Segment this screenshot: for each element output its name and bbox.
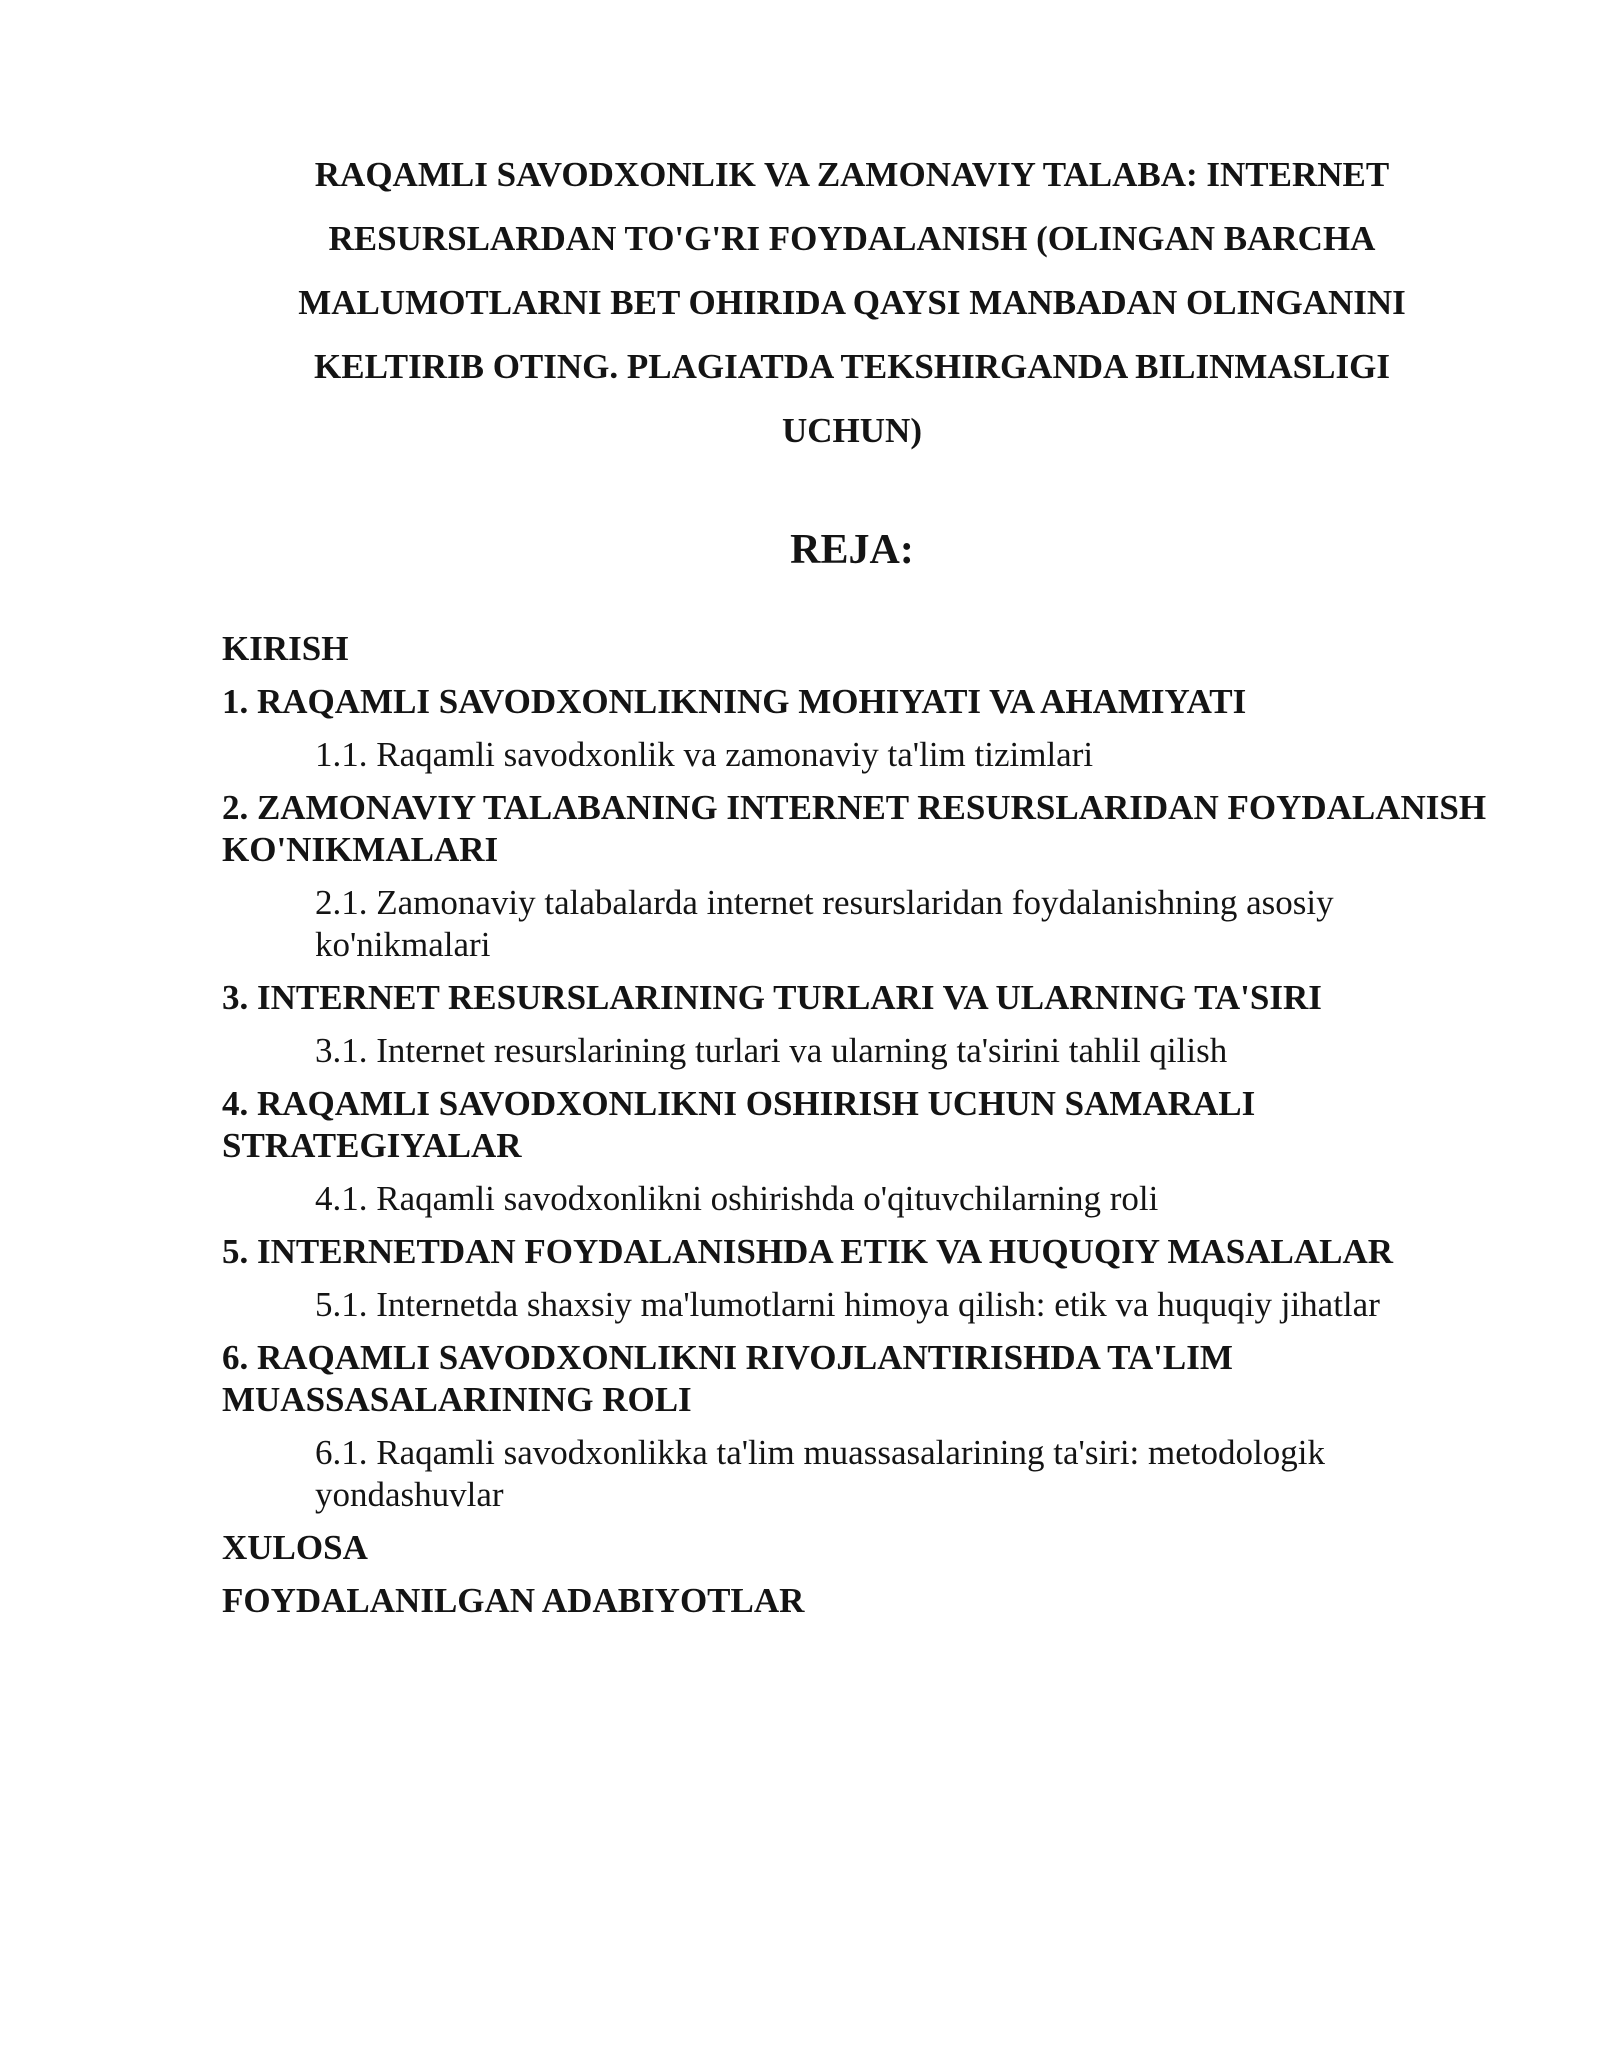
section-1-subitem: 1.1. Raqamli savodxonlik va zamonaviy ta'lim tizimlari (315, 735, 1094, 774)
section-4-subitem: 4.1. Raqamli savodxonlikni oshirishda o'qituvchilarning roli (315, 1179, 1159, 1218)
section-6-heading: 6. RAQAMLI SAVODXONLIKNI RIVOJLANTIRISHDA TA'LIM MUASSASALARINING ROLI (222, 1338, 1233, 1419)
section-2-heading: 2. ZAMONAVIY TALABANING INTERNET RESURSLARIDAN FOYDALANISH KO'NIKMALARI (222, 788, 1487, 869)
section-3-subitem: 3.1. Internet resurslarining turlari va ularning ta'sirini tahlil qilish (315, 1031, 1228, 1070)
section-4-heading: 4. RAQAMLI SAVODXONLIKNI OSHIRISH UCHUN SAMARALI STRATEGIYALAR (222, 1084, 1256, 1165)
plan-item-intro: KIRISH (222, 629, 349, 668)
plan-heading: REJA: (790, 527, 914, 573)
section-1-heading: 1. RAQAMLI SAVODXONLIKNING MOHIYATI VA AHAMIYATI (222, 682, 1247, 721)
plan-item-conclusion: XULOSA (222, 1528, 368, 1567)
document-title: RAQAMLI SAVODXONLIK VA ZAMONAVIY TALABA: INTERNET RESURSLARDAN TO'G'RI FOYDALANISH (OLINGAN BARCHA MALUMOTLARNI BET OHIRIDA QAYSI MANBADAN OLINGANINI KELTIRIB OTING. PLAGIATDA TEKSHIRGANDA BILINMASLIGI UCHUN) (298, 155, 1406, 450)
plan-list (222, 628, 1522, 1633)
section-2-subitem: 2.1. Zamonaviy talabalarda internet resurslaridan foydalanishning asosiy ko'nikmalari (315, 883, 1334, 964)
section-6-subitem: 6.1. Raqamli savodxonlikka ta'lim muassasalarining ta'siri: metodologik yondashuvlar (315, 1433, 1325, 1514)
section-5-heading: 5. INTERNETDAN FOYDALANISHDA ETIK VA HUQUQIY MASALALAR (222, 1232, 1394, 1271)
plan-item-references: FOYDALANILGAN ADABIYOTLAR (222, 1581, 805, 1620)
section-5-subitem: 5.1. Internetda shaxsiy ma'lumotlarni himoya qilish: etik va huquqiy jihatlar (315, 1285, 1380, 1324)
section-3-heading: 3. INTERNET RESURSLARINING TURLARI VA ULARNING TA'SIRI (222, 978, 1322, 1017)
